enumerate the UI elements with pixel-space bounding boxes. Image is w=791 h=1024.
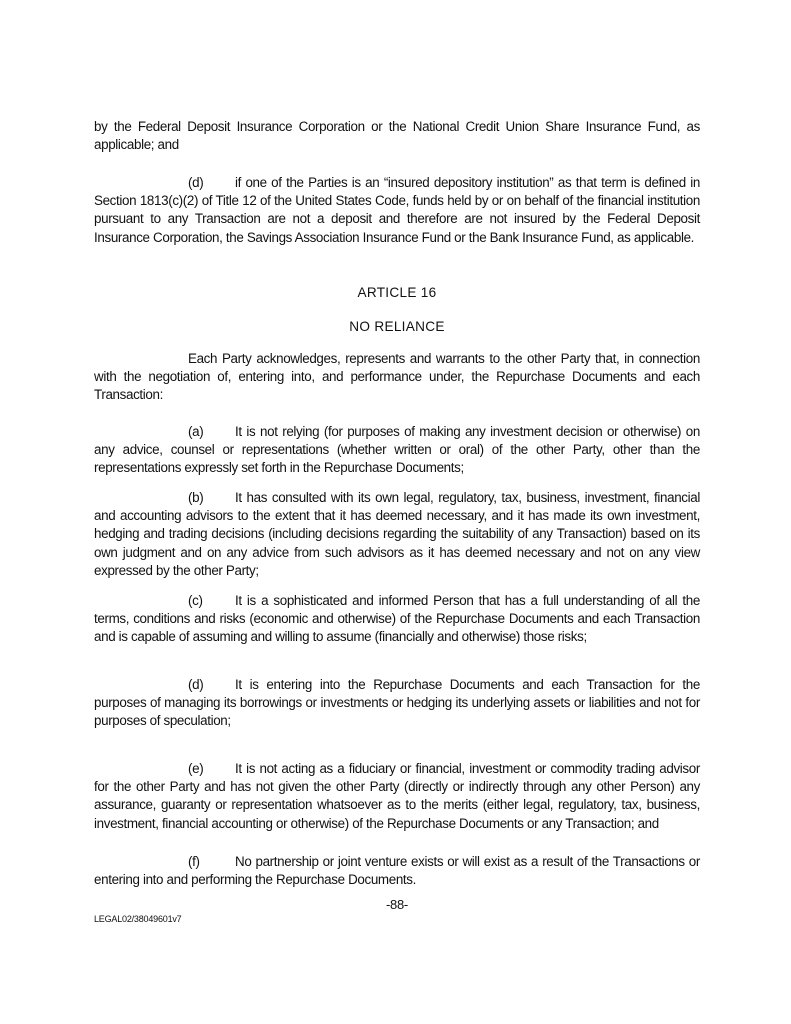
article-title: NO RELIANCE: [349, 319, 445, 334]
continuation-paragraph: by the Federal Deposit Insurance Corporation or the National Credit Union Share Insurance Fund, as applicable; and: [94, 119, 700, 153]
intro-paragraph: [94, 350, 700, 405]
clause-label: (d): [188, 677, 204, 692]
clause-c: [94, 592, 700, 647]
paragraph-text: if one of the Parties is an “insured depository institution” as that term is defined in Section 1813(c)(2) of Title 12 of the United States Code, funds held by or on behalf of the financial institution pursuant to any Transaction are not a deposit and therefore are not insured by the Federal Deposit Insurance Corporation, the Savings Association Insurance Fund or the Bank Insurance Fund, as applicable.: [94, 175, 700, 245]
clause-label: (f): [188, 854, 200, 869]
paragraph-label: (d): [188, 175, 204, 190]
page-number: -88-: [386, 897, 408, 912]
clause-label: (e): [188, 761, 204, 776]
clause-label: (b): [188, 490, 204, 505]
clause-text: It is a sophisticated and informed Person that has a full understanding of all the terms, conditions and risks (economic and otherwise) of the Repurchase Documents and each Transaction and is capable of assuming and willing to assume (financially and otherwise) those risks;: [94, 593, 700, 645]
paragraph-d-insured-depository: [94, 174, 700, 247]
clause-b: [94, 489, 700, 580]
clause-text: It is entering into the Repurchase Documents and each Transaction for the purposes of managing its borrowings or investments or hedging its underlying assets or liabilities and not for purposes of speculation;: [94, 677, 700, 729]
document-id: LEGAL02/38049601v7: [94, 914, 182, 924]
clause-d: [94, 676, 700, 731]
clause-text: It is not relying (for purposes of making any investment decision or otherwise) on any advice, counsel or representations (whether written or oral) of the other Party, other than the representations expressly set forth in the Repurchase Documents;: [94, 424, 700, 476]
clause-f: [94, 853, 700, 889]
paragraph-text: Each Party acknowledges, represents and warrants to the other Party that, in connection with the negotiation of, entering into, and performance under, the Repurchase Documents and each Transaction:: [94, 351, 700, 403]
clause-a: [94, 423, 700, 478]
clause-label: (c): [188, 593, 203, 608]
clause-text: It has consulted with its own legal, regulatory, tax, business, investment, financial and accounting advisors to the extent that it has deemed necessary, and it has made its own investment, hedging and trading decisions (including decisions regarding the suitability of any Transaction) based on its own judgment and on any advice from such advisors as it has deemed necessary and not on any view expressed by the other Party;: [94, 490, 700, 578]
article-number: ARTICLE 16: [357, 285, 437, 300]
clause-e: [94, 760, 700, 833]
clause-label: (a): [188, 424, 204, 439]
clause-text: It is not acting as a fiduciary or financial, investment or commodity trading advisor for the other Party and has not given the other Party (directly or indirectly through any other Person) any assurance, guaranty or representation whatsoever as to the merits (either legal, regulatory, tax, business, investment, financial accounting or otherwise) of the Repurchase Documents or any Transaction; and: [94, 761, 700, 831]
clause-text: No partnership or joint venture exists or will exist as a result of the Transactions or entering into and performing the Repurchase Documents.: [94, 854, 700, 888]
